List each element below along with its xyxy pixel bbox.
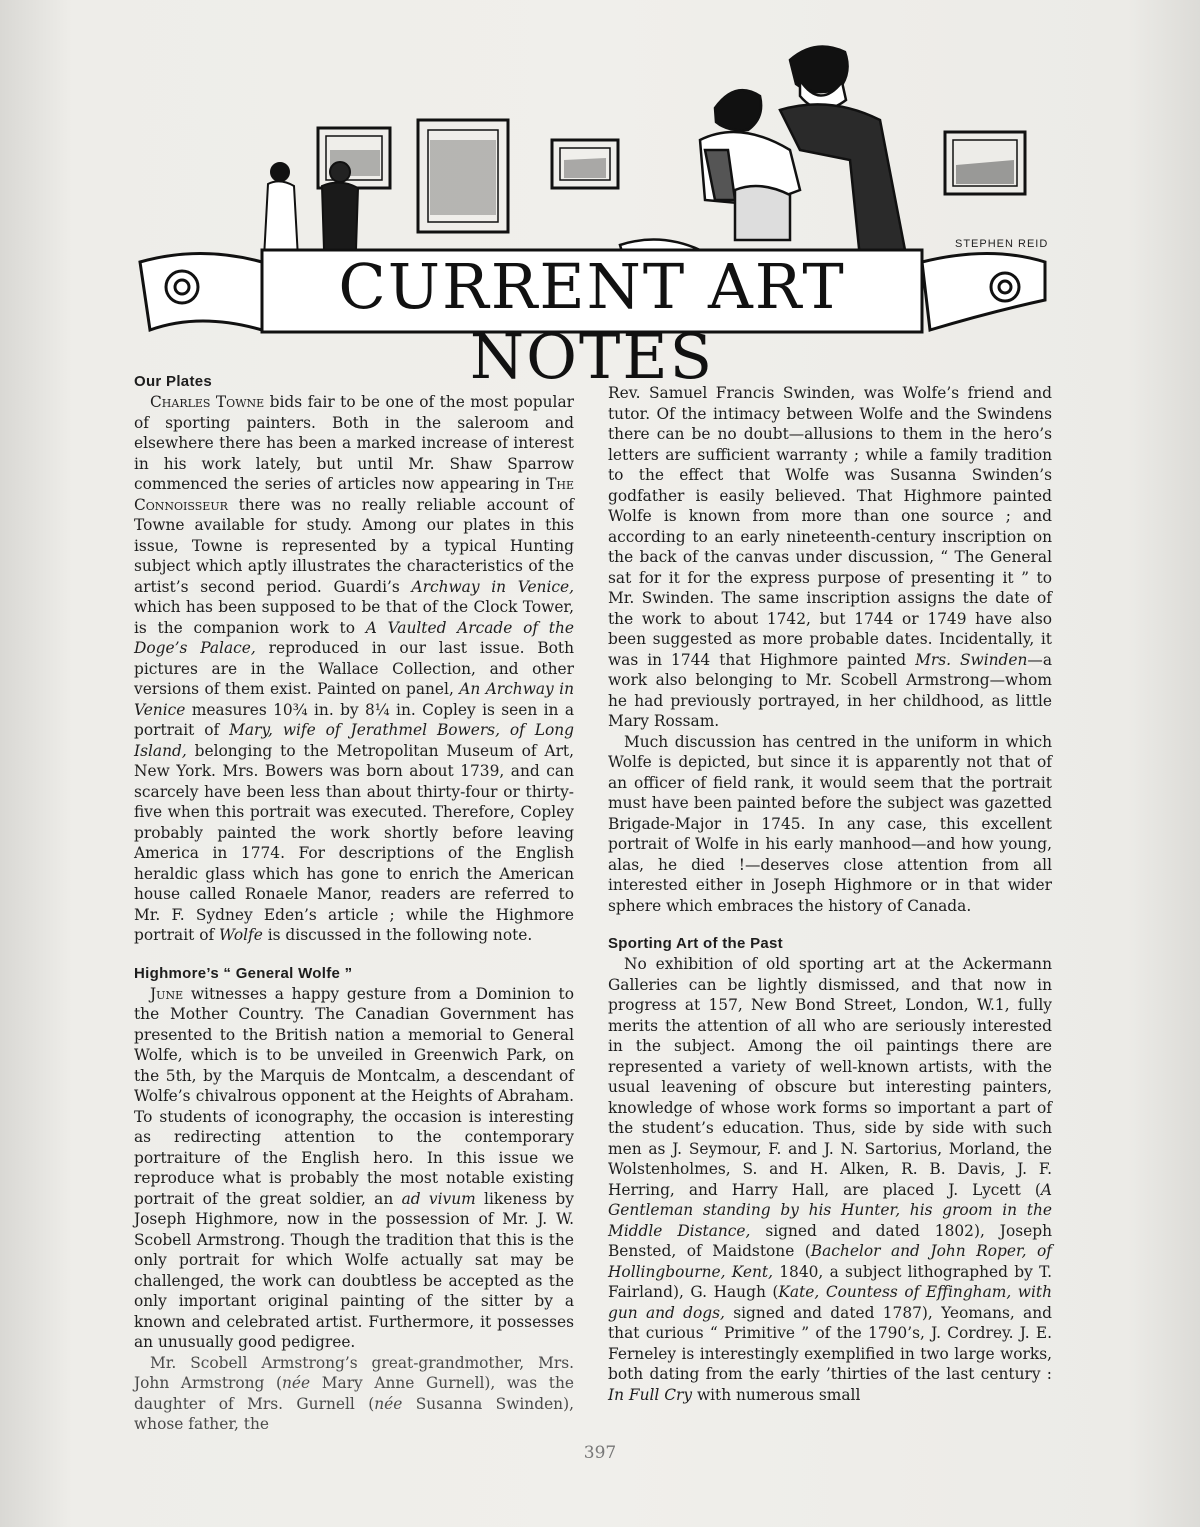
paragraph-armstrong: Mr. Scobell Armstrong’s great-grandmother, Mrs. John Armstrong (née Mary Anne Gurnell), was the daughter of Mrs. Gurnell (née Susanna Swinden), whose father, the	[134, 1353, 574, 1433]
paragraph-general-wolfe: June witnesses a happy gesture from a Dominion to the Mother Country. The Canadian Government has presented to the British nation a memorial to General Wolfe, which is to be unveiled in Greenwich Park, on the 5th, by the Marquis de Montcalm, a descendant of Wolfe’s chivalrous opponent at the Heights of Abraham. To students of iconography, the occasion is interesting as redirecting attention to the contemporary portraiture of the English hero. In this issue we reproduce what is probably the most notable existing portrait of the great soldier, an ad vivum likeness by Joseph Highmore, now in the possession of Mr. J. W. Scobell Armstrong. Though the tradition that this is the only portrait for which Wolfe actually sat may be challenged, the work can doubtless be accepted as the only important original painting of the sitter by a known and celebrated artist. Furthermore, it possesses an unusually good pedigree.	[134, 984, 574, 1351]
scroll-left	[140, 254, 262, 331]
artist-signature: STEPHEN REID	[955, 238, 1049, 250]
paragraph-our-plates: Charles Towne bids fair to be one of the most popular of sporting painters. Both in the saleroom and elsewhere there has been a marked increase of interest in his work lately, but until Mr. Shaw Sparrow commenced the series of articles now appearing in The Connoisseur there was no really reliable account of Towne available for study. Among our plates in this issue, Towne is represented by a typical Hunting subject which aptly illustrates the characteristics of the artist’s second period. Guardi’s Archway in Venice, which has been supposed to be that of the Clock Tower, is the companion work to A Vaulted Arcade of the Doge’s Palace, reproduced in our last issue. Both pictures are in the Wallace Collection, and other versions of them exist. Painted on panel, An Archway in Venice measures 10¾ in. by 8¼ in. Copley is seen in a portrait of Mary, wife of Jerathmel Bowers, of Long Island, belonging to the Metropolitan Museum of Art, New York. Mrs. Bowers was born about 1739, and can scarcely have been less than about thirty-four or thirty-five when this portrait was executed. Therefore, Copley probably painted the work shortly before leaving America in 1774. For descriptions of the English heraldic glass which has gone to enrich the American house called Ronaele Manor, readers are referred to Mr. F. Sydney Eden’s article ; while the Highmore portrait of Wolfe is discussed in the following note.	[134, 393, 575, 944]
left-column	[134, 372, 574, 1435]
heading-our-plates: Our Plates	[134, 373, 213, 390]
right-column	[608, 383, 1052, 1405]
paragraph-sporting-art: No exhibition of old sporting art at the Ackermann Galleries can be lightly dismissed, and that now in progress at 157, New Bond Street, London, W.1, fully merits the attention of all who are seriously interested in the subject. Among the oil paintings there are represented a variety of well-known artists, with the usual leavening of obscure but interesting painters, knowledge of whose work forms so important a part of the student’s education. Thus, side by side with such men as J. Seymour, F. and J. N. Sartorius, Morland, the Wolstenholmes, S. and H. Alken, R. B. Davis, J. F. Herring, and Harry Hall, are placed J. Lycett (A Gentleman standing by his Hunter, his groom in the Middle Distance, signed and dated 1802), Joseph Bensted, of Maidstone (Bachelor and John Roper, of Hollingbourne, Kent, 1840, a subject lithographed by T. Fairland), G. Haugh (Kate, Countess of Effingham, with gun and dogs, signed and dated 1787), Yeomans, and that curious “ Primitive ” of the 1790’s, J. Cordrey. J. E. Ferneley is interestingly exemplified in two large works, both dating from the early ’thirties of the last century : In Full Cry with numerous small	[608, 955, 1052, 1404]
page-title: CURRENT ART NOTES	[338, 250, 846, 393]
heading-sporting-art: Sporting Art of the Past	[608, 935, 783, 952]
heading-general-wolfe: Highmore’s “ General Wolfe ”	[134, 964, 353, 982]
scroll-right	[922, 254, 1045, 331]
paragraph-swinden: Rev. Samuel Francis Swinden, was Wolfe’s friend and tutor. Of the intimacy between Wolfe and the Swindens there can be no doubt—allusions to them in the hero’s letters are sufficient warranty ; while a family tradition to the effect that Wolfe was Susanna Swinden’s godfather is easily believed. That Highmore painted Wolfe is known from more than one source ; and according to an early nineteenth-century inscription on the back of the canvas under discussion, “ The General sat for it for the express purpose of presenting it ” to Mr. Swinden. The same inscription assigns the date of the work to about 1742, but 1744 or 1749 have also been suggested as more probable dates. Incidentally, it was in 1744 that Highmore painted Mrs. Swinden—a work also belonging to Mr. Scobell Armstrong—whom he had previously portrayed, in her childhood, as little Mary Rossam.	[608, 384, 1052, 730]
paragraph-uniform: Much discussion has centred in the uniform in which Wolfe is depicted, but since it is apparently not that of an officer of field rank, it would seem that the portrait must have been painted before the subject was gazetted Brigade-Major in 1745. In any case, this excellent portrait of Wolfe in his early manhood—and how young, alas, he died !—deserves close attention from all interested either in Joseph Highmore or in that wider sphere which embraces the history of Canada.	[608, 732, 1052, 915]
page-number: 397	[583, 1443, 617, 1463]
